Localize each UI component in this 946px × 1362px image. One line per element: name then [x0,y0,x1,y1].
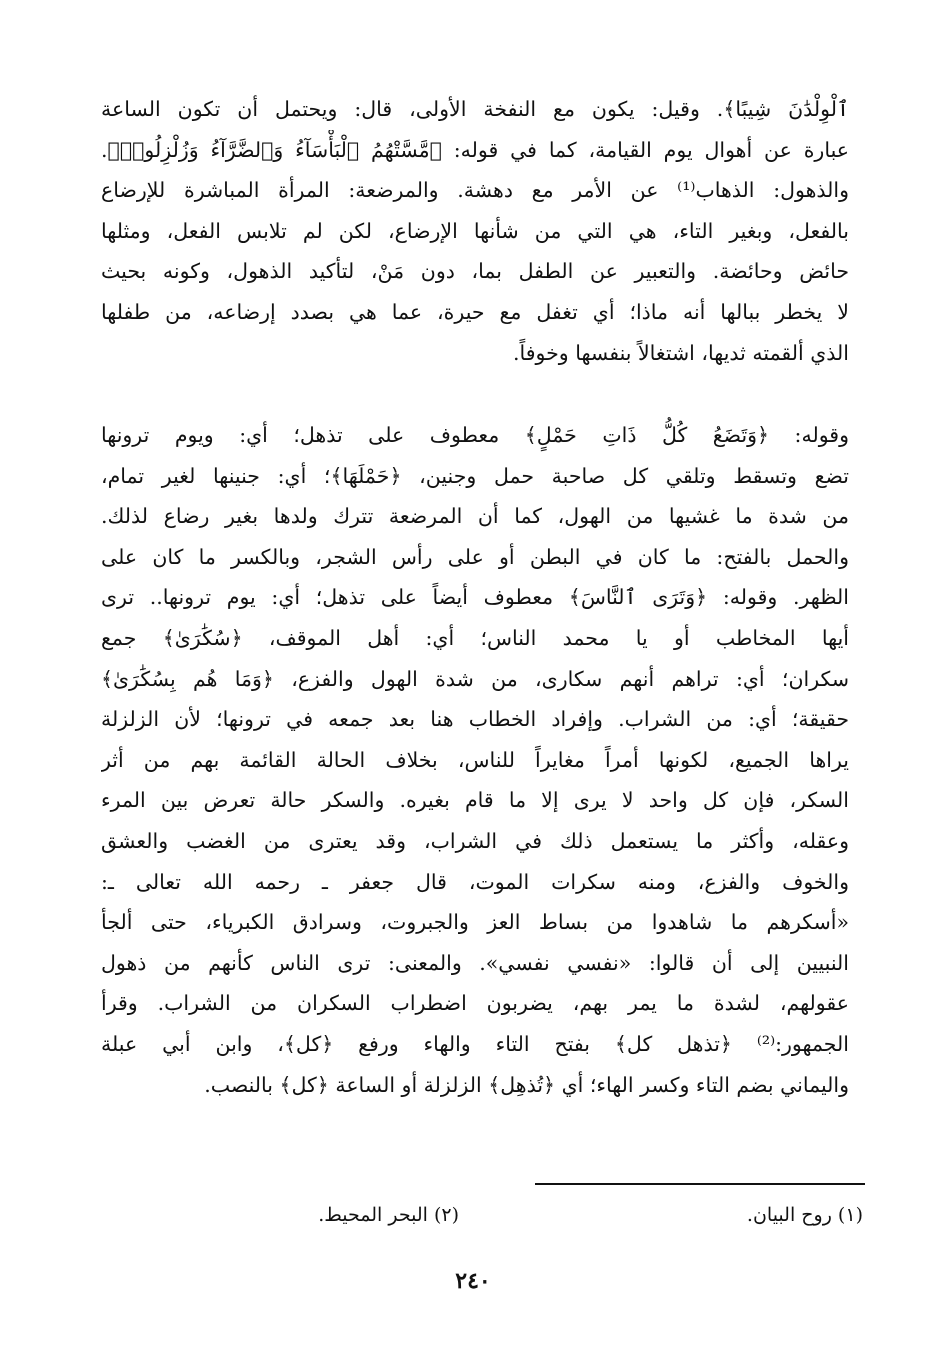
text-line: «أسكرهم ما شاهدوا من بساط العز والجبروت، وسرادق الكبرياء، حتى ألجأ [101,910,849,934]
text-line: النبيين إلى أن قالوا: «نفسي نفسي». والمعنى: ترى الناس كأنهم من ذهول [101,951,849,975]
text-line: الذي ألقمته ثديها، اشتغالاً بنفسها وخوفاً. [512,341,849,365]
footnote-1: (١) روح البيان. [746,1204,863,1226]
text-line: وعقله، وأكثر ما يستعمل ذلك في الشراب، وقد يعترى من الغضب والعشق [101,829,849,853]
text-line: والحمل بالفتح: ما كان في البطن أو على رأس الشجر، وبالكسر ما كان على [101,545,849,569]
text-line: تضع وتسقط وتلقي كل صاحبة حمل وجنين، ﴿حَمْلَهَا﴾؛ أي: جنينها لغير تمام، [101,464,849,488]
text-line: الجمهور:⁽²⁾ ﴿تذهل كل﴾ بفتح التاء والهاء ورفع ﴿كل﴾، وابن أبي عبلة [101,1032,849,1056]
text-line: عبارة عن أهوال يوم القيامة، كما في قوله: ﴿مَّسَّتْهُمُ ٱلْبَأْسَآءُ وَٱلضَّرَّآءُ وَزُلْزِلُوا۟﴾. [101,138,849,162]
text-line: والذهول: الذهاب⁽¹⁾ عن الأمر مع دهشة. والمرضعة: المرأة المباشرة للإرضاع [101,178,849,202]
text-line: الظهر. وقوله: ﴿وَتَرَى ٱلنَّاسَ﴾ معطوف أيضاً على تذهل؛ أي: يوم ترونها.. ترى [101,585,849,609]
text-line: حقيقة؛ أي: من الشراب. وإفراد الخطاب هنا بعد جمعه في ترونها؛ لأن الزلزلة [101,707,849,731]
text-line: يراها الجميع، لكونها أمراً مغايراً للناس، بخلاف الحالة القائمة بهم من أثر [101,748,849,772]
text-line: وقوله: ﴿وَتَضَعُ كُلُّ ذَاتِ حَمْلٍ﴾ معطوف على تذهل؛ أي: ويوم ترونها [101,423,849,447]
text-line: والخوف والفزع، ومنه سكرات الموت، قال جعفر ـ رحمه الله تعالى ـ: [101,870,849,894]
text-line: حائض وحائضة. والتعبير عن الطفل بما، دون مَنْ، لتأكيد الذهول، وكونه بحيث [101,259,849,283]
footnote-separator [535,1183,865,1185]
footnote-2: (٢) البحر المحيط. [318,1204,459,1226]
page-number: ٢٤٠ [455,1268,491,1294]
text-line: عقولهم، لشدة ما يمر بهم، يضربون اضطراب السكران من الشراب. وقرأ [101,991,849,1015]
text-line: من شدة ما غشيها من الهول، كما أن المرضعة تترك ولدها بغير رضاع لذلك. [101,504,849,528]
text-line: واليماني بضم التاء وكسر الهاء؛ أي ﴿تُذهِل﴾ الزلزلة أو الساعة ﴿كل﴾ بالنصب. [204,1073,849,1097]
text-line: أيها المخاطب أو يا محمد الناس؛ أي: أهل الموقف، ﴿سُكَٰرَىٰ﴾ جمع [101,626,849,650]
text-line: السكر، فإن كل واحد لا يرى إلا ما قام بغيره. والسكر حالة تعرض بين المرء [101,788,849,812]
text-line: ٱلْوِلْدَٰنَ شِيبًا﴾. وقيل: يكون مع النفخة الأولى، قال: ويحتمل أن تكون الساعة [101,97,849,121]
text-line: سكران؛ أي: تراهم أنهم سكارى، من شدة الهول والفزع، ﴿وَمَا هُم بِسُكَٰرَىٰ﴾ [101,667,849,691]
text-line: بالفعل، وبغير التاء، هي التي من شأنها الإرضاع، لكن لم تلابس الفعل، ومثلها [101,219,849,243]
text-line: لا يخطر ببالها أنه ماذا؛ أي تغفل مع حيرة، عما هي بصدد إرضاعه، من طفلها [101,300,849,324]
